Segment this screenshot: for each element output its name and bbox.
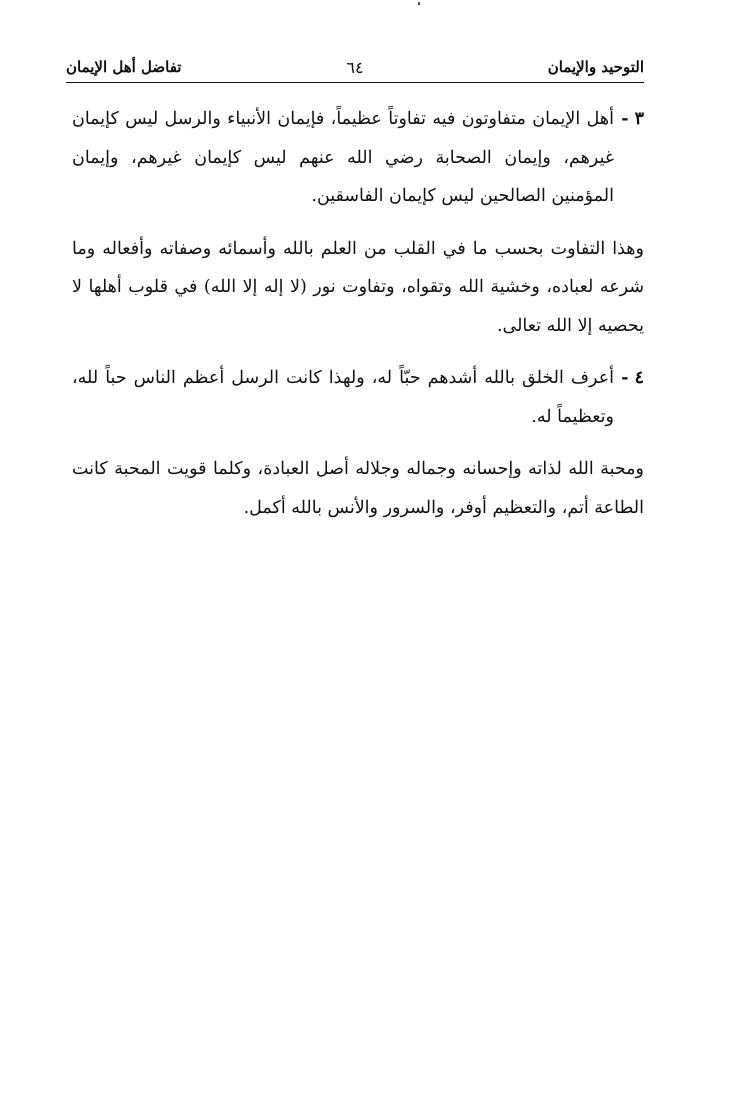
item-text: أهل الإيمان متفاوتون فيه تفاوتاً عظيماً، فإيمان الأنبياء والرسل ليس كإيمان غيرهم، وإيمان الصحابة رضي الله عنهم ليس كإيمان غيرهم، وإيمان المؤمنين الصالحين ليس كإيمان الفاسقين. (72, 109, 614, 206)
page-number: ٦٤ (346, 58, 364, 77)
numbered-item-4 (72, 359, 644, 436)
section-title: تفاضل أهل الإيمان (66, 58, 182, 76)
page-header (66, 56, 644, 82)
numbered-item-3 (72, 100, 644, 216)
paragraph: وهذا التفاوت بحسب ما في القلب من العلم بالله وأسمائه وصفاته وأفعاله وما شرعه لعباده، وخشية الله وتقواه، وتفاوت نور (لا إله إلا الله) في قلوب أهلها لا يحصيه إلا الله تعالى. (72, 238, 644, 336)
book-title: التوحيد والإيمان (547, 58, 644, 76)
page-body (72, 100, 644, 541)
item-number: ٤ - (621, 368, 644, 388)
item-number: ٣ - (621, 109, 644, 129)
header-rule (66, 82, 644, 83)
scan-mark (418, 2, 420, 5)
item-text: أعرف الخلق بالله أشدهم حبّاً له، ولهذا كانت الرسل أعظم الناس حباً لله، وتعظيماً له. (72, 368, 614, 427)
paragraph: ومحبة الله لذاته وإحسانه وجماله وجلاله أصل العبادة، وكلما قويت المحبة كانت الطاعة أتم، والتعظيم أوفر، والسرور والأنس بالله أكمل. (72, 459, 644, 518)
